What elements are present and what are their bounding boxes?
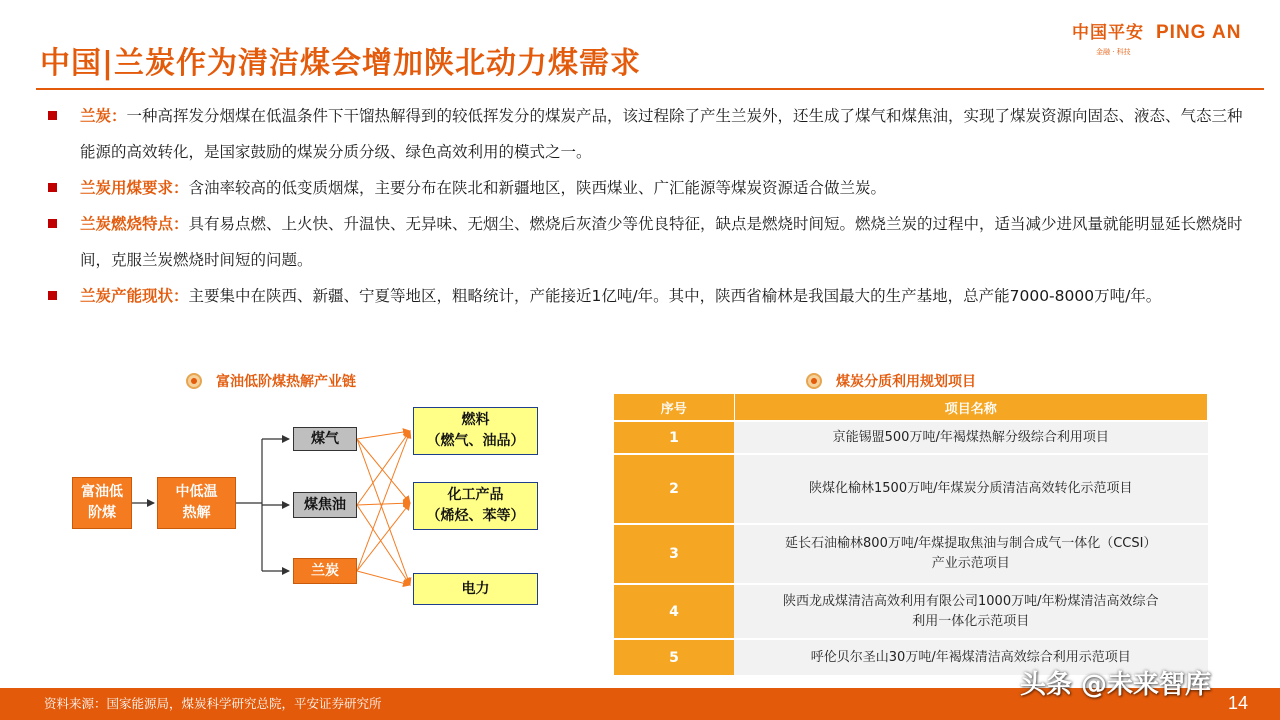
row-project-name: 呼伦贝尔圣山30万吨/年褐煤清洁高效综合利用示范项目 xyxy=(734,639,1208,675)
projects-table xyxy=(614,394,1208,675)
logo-chinese: 中国平安 xyxy=(1072,23,1144,43)
target-icon xyxy=(806,373,822,389)
watermark: 头条 @未来智库 xyxy=(1020,670,1212,700)
row-number: 2 xyxy=(614,454,734,524)
row-number: 3 xyxy=(614,524,734,584)
bullet-head: 兰炭用煤要求： xyxy=(80,179,189,197)
row-project-name: 陕煤化榆林1500万吨/年煤炭分质清洁高效转化示范项目 xyxy=(734,454,1208,524)
source-note: 资料来源：国家能源局，煤炭科学研究总院，平安证券研究所 xyxy=(44,696,382,711)
page-number: 14 xyxy=(1228,693,1249,713)
table-row xyxy=(614,454,1208,524)
row-project-name: 京能锡盟500万吨/年褐煤热解分级综合利用项目 xyxy=(734,421,1208,454)
flow-node-fuel: 燃料 （燃气、油品） xyxy=(413,407,538,455)
row-number: 1 xyxy=(614,421,734,454)
flow-node-coal-gas: 煤气 xyxy=(293,427,357,451)
table-row xyxy=(614,524,1208,584)
logo-tagline: 金融 · 科技 xyxy=(1096,48,1131,56)
table-row xyxy=(614,421,1208,454)
flow-node-pyrolysis: 中低温 热解 xyxy=(157,477,236,529)
bullet-text: 一种高挥发分烟煤在低温条件下干馏热解得到的较低挥发分的煤炭产品，该过程除了产生兰炭外，还生成了煤气和煤焦油，实现了煤炭资源向固态、液态、气态三种能源的高效转化，是国家鼓励的煤炭分质分级、绿色高效利用的模式之一。 xyxy=(80,107,1243,161)
bullet-head: 兰炭： xyxy=(80,107,127,125)
table-header-name: 项目名称 xyxy=(734,394,1208,421)
table-row xyxy=(614,584,1208,639)
flow-node-coal-tar: 煤焦油 xyxy=(293,492,357,518)
flow-section-title-text: 富油低阶煤热解产业链 xyxy=(216,374,356,390)
table-section-title xyxy=(806,371,976,391)
bullet-text: 具有易点燃、上火快、升温快、无异味、无烟尘、燃烧后灰渣少等优良特征，缺点是燃烧时间短。燃烧兰炭的过程中，适当减少进风量就能明显延长燃烧时间，克服兰炭燃烧时间短的问题。 xyxy=(80,215,1243,269)
row-number: 4 xyxy=(614,584,734,639)
page-title: 中国|兰炭作为清洁煤会增加陕北动力煤需求 xyxy=(40,46,641,81)
table-header-no: 序号 xyxy=(614,394,734,421)
logo-english: PING AN xyxy=(1156,22,1242,43)
bullet-text: 主要集中在陕西、新疆、宁夏等地区，粗略统计，产能接近1亿吨/年。其中，陕西省榆林是我国最大的生产基地，总产能7000-8000万吨/年。 xyxy=(188,287,1162,305)
flow-node-chemicals: 化工产品 （烯烃、苯等） xyxy=(413,482,538,530)
row-number: 5 xyxy=(614,639,734,675)
row-project-name: 延长石油榆林800万吨/年煤提取焦油与制合成气一体化（CCSI） 产业示范项目 xyxy=(734,524,1208,584)
bullet-head: 兰炭燃烧特点： xyxy=(80,215,189,233)
bullet-text: 含油率较高的低变质烟煤，主要分布在陕北和新疆地区，陕西煤业、广汇能源等煤炭资源适合做兰炭。 xyxy=(188,179,887,197)
row-project-name: 陕西龙成煤清洁高效利用有限公司1000万吨/年粉煤清洁高效综合 利用一体化示范项目 xyxy=(734,584,1208,639)
bullet-head: 兰炭产能现状： xyxy=(80,287,189,305)
table-section-title-text: 煤炭分质利用规划项目 xyxy=(836,374,976,390)
flow-node-power: 电力 xyxy=(413,573,538,605)
flow-node-raw-coal: 富油低 阶煤 xyxy=(72,477,132,529)
flow-node-semi-coke: 兰炭 xyxy=(293,558,357,584)
